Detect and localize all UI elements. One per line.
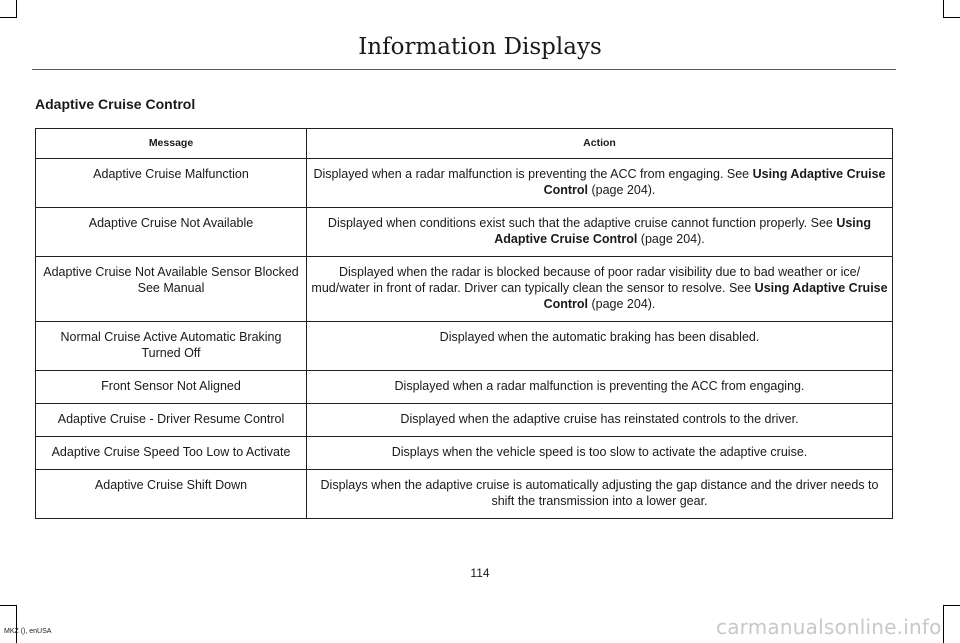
crop-mark — [943, 17, 960, 18]
message-cell: Normal Cruise Active Automatic Braking Turned Off — [36, 322, 307, 371]
column-header-message: Message — [36, 129, 307, 159]
page-reference: (page 204). — [588, 183, 656, 197]
table-row — [36, 437, 893, 470]
crop-mark — [0, 605, 17, 606]
action-text: Displayed when the radar is blocked because of poor radar visibility due to bad weather or ice/ mud/water in front of radar. Driver can typically clean the sensor to resolve. See — [311, 265, 861, 295]
table-row — [36, 159, 893, 208]
action-cell: Displayed when the adaptive cruise has reinstated controls to the driver. — [307, 404, 893, 437]
message-cell: Adaptive Cruise Malfunction — [36, 159, 307, 208]
crop-mark — [943, 605, 944, 643]
cross-reference-link[interactable]: Using Adaptive Cruise Control — [543, 167, 886, 197]
page-reference: (page 204). — [637, 232, 705, 246]
action-text: Displayed when conditions exist such that the adaptive cruise cannot function properly. See — [327, 216, 837, 230]
cross-reference-link[interactable]: Using Adaptive Cruise Control — [494, 216, 872, 246]
action-cell — [307, 208, 893, 257]
message-cell: Adaptive Cruise Speed Too Low to Activate — [36, 437, 307, 470]
table-row — [36, 208, 893, 257]
crop-mark — [16, 0, 17, 18]
message-cell: Adaptive Cruise Not Available Sensor Blocked See Manual — [36, 257, 307, 322]
table-row — [36, 257, 893, 322]
messages-table — [35, 128, 893, 519]
action-cell: Displays when the vehicle speed is too slow to activate the adaptive cruise. — [307, 437, 893, 470]
page-header-title: Information Displays — [358, 34, 602, 60]
message-cell: Front Sensor Not Aligned — [36, 371, 307, 404]
page-number: 114 — [470, 566, 490, 580]
action-cell: Displays when the adaptive cruise is automatically adjusting the gap distance and the driver needs to shift the transmission into a lower gear. — [307, 470, 893, 519]
column-header-action: Action — [307, 129, 893, 159]
section-heading: Adaptive Cruise Control — [35, 96, 196, 112]
crop-mark — [0, 17, 17, 18]
table-row — [36, 322, 893, 371]
watermark: carmanualsonline.info — [716, 615, 942, 639]
crop-mark — [943, 605, 960, 606]
message-cell: Adaptive Cruise - Driver Resume Control — [36, 404, 307, 437]
crop-mark — [943, 0, 944, 18]
action-cell: Displayed when the automatic braking has been disabled. — [307, 322, 893, 371]
action-text: Displayed when a radar malfunction is preventing the ACC from engaging. See — [313, 167, 753, 181]
message-cell: Adaptive Cruise Shift Down — [36, 470, 307, 519]
table-header-row — [36, 129, 893, 159]
cross-reference-link[interactable]: Using Adaptive Cruise Control — [543, 281, 888, 311]
message-cell: Adaptive Cruise Not Available — [36, 208, 307, 257]
action-cell: Displayed when a radar malfunction is preventing the ACC from engaging. — [307, 371, 893, 404]
action-cell — [307, 257, 893, 322]
document-id: MKZ (), enUSA — [4, 628, 52, 635]
crop-mark — [16, 605, 17, 643]
page-reference: (page 204). — [588, 297, 656, 311]
header-rule — [32, 69, 896, 70]
table-row — [36, 371, 893, 404]
table-row — [36, 470, 893, 519]
table-row — [36, 404, 893, 437]
action-cell — [307, 159, 893, 208]
